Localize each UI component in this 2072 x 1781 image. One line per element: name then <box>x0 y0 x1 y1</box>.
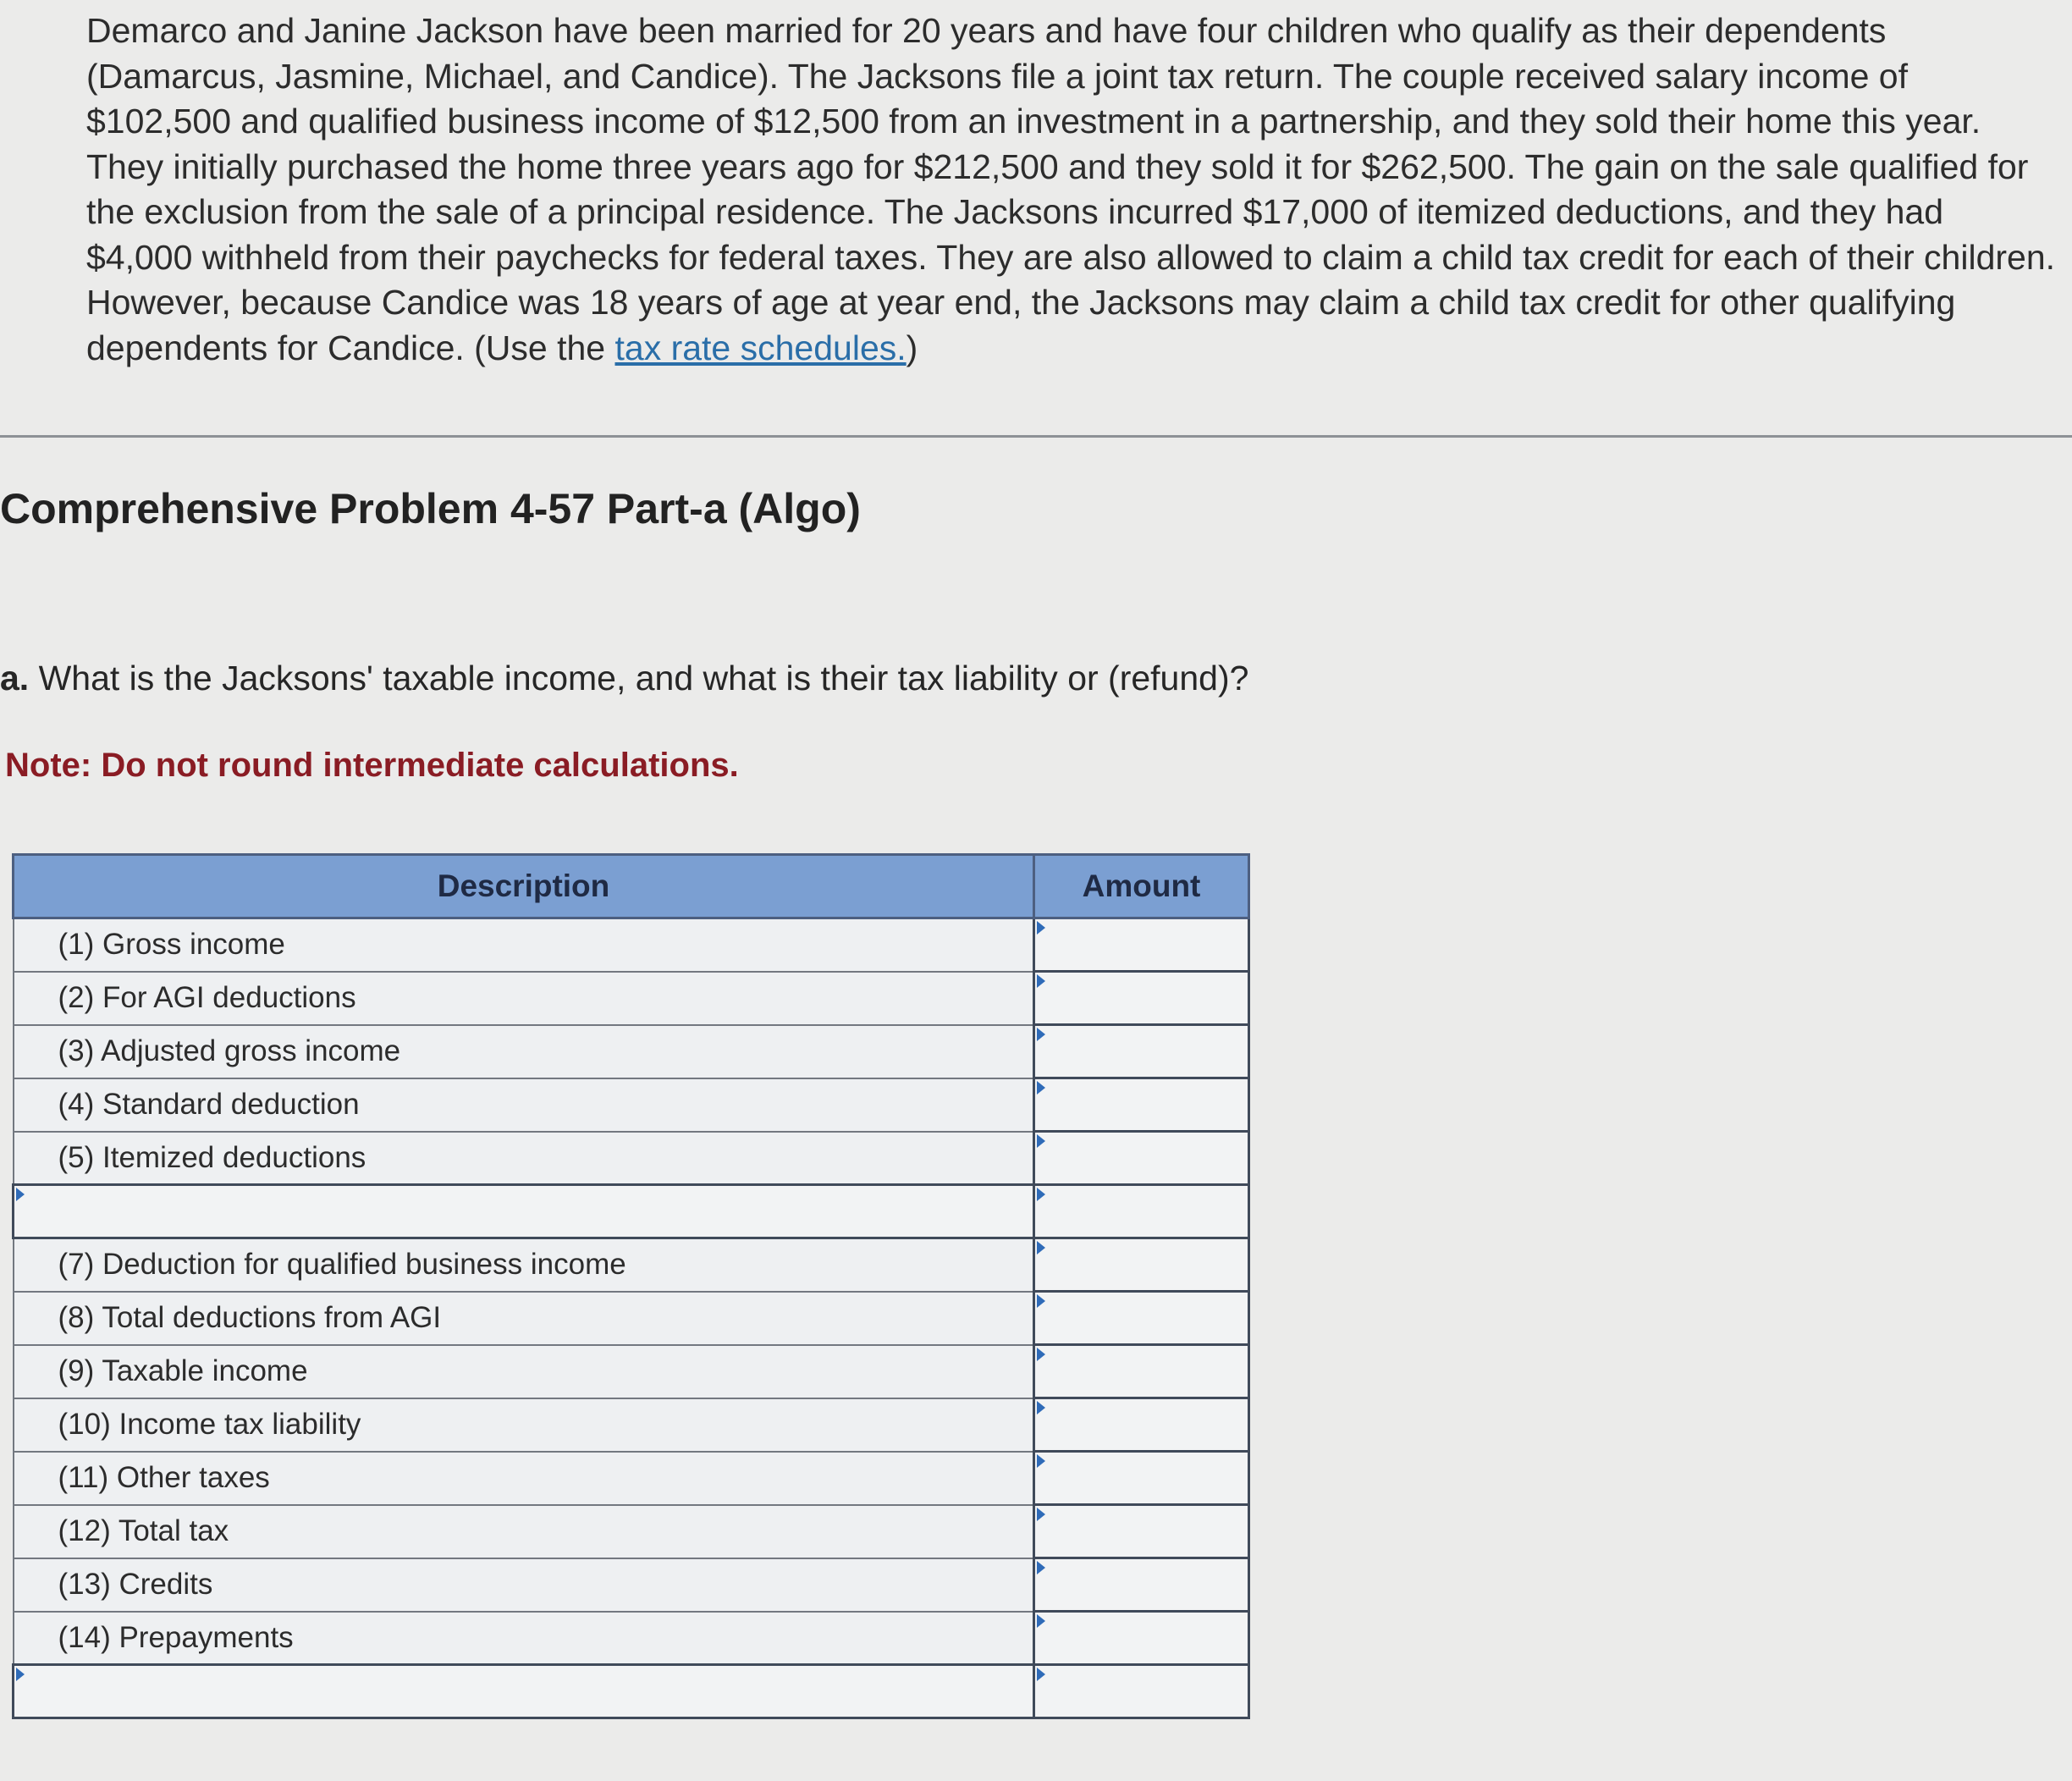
amount-input[interactable] <box>1035 1079 1248 1130</box>
row-label: (7) Deduction for qualified business income <box>14 1238 1034 1292</box>
amount-cell <box>1034 1505 1249 1558</box>
problem-statement-tail: ) <box>906 328 918 367</box>
amount-input[interactable] <box>1035 1293 1248 1343</box>
amount-cell <box>1034 972 1249 1025</box>
input-marker-icon <box>1037 974 1045 988</box>
row-label: (14) Prepayments <box>14 1612 1034 1665</box>
amount-input[interactable] <box>1035 1026 1248 1077</box>
input-marker-icon <box>1037 1081 1045 1095</box>
problem-title: Comprehensive Problem 4-57 Part-a (Algo) <box>0 485 861 532</box>
description-header: Description <box>14 855 1034 918</box>
table-row <box>14 1398 1249 1452</box>
amount-cell <box>1034 1185 1249 1238</box>
table-row <box>14 1078 1249 1132</box>
table-row <box>14 1238 1249 1292</box>
input-marker-icon <box>1037 1348 1045 1361</box>
answer-rows <box>14 918 1249 1718</box>
table-row <box>14 1132 1249 1185</box>
amount-input[interactable] <box>1035 1239 1248 1290</box>
description-input[interactable] <box>14 1186 1033 1237</box>
answer-table <box>12 853 1250 1719</box>
rounding-note: Note: Do not round intermediate calculations. <box>5 747 739 784</box>
amount-cell <box>1034 1558 1249 1612</box>
problem-statement-text <box>86 8 2058 371</box>
row-label: (2) For AGI deductions <box>14 972 1034 1025</box>
amount-cell <box>1034 918 1249 972</box>
table-row <box>14 918 1249 972</box>
amount-cell <box>1034 1345 1249 1398</box>
input-marker-icon <box>16 1668 25 1681</box>
table-row <box>14 1558 1249 1612</box>
description-select-cell <box>14 1665 1034 1718</box>
row-label: (12) Total tax <box>14 1505 1034 1558</box>
input-marker-icon <box>1037 1508 1045 1521</box>
amount-input[interactable] <box>1035 1559 1248 1610</box>
amount-input[interactable] <box>1035 1506 1248 1557</box>
row-label: (1) Gross income <box>14 918 1034 972</box>
table-header-row <box>14 855 1249 918</box>
amount-cell <box>1034 1398 1249 1452</box>
table-row <box>14 1185 1249 1238</box>
table-row <box>14 1345 1249 1398</box>
amount-input[interactable] <box>1035 1133 1248 1183</box>
table-row <box>14 1612 1249 1665</box>
table-row <box>14 1505 1249 1558</box>
table-row <box>14 1025 1249 1078</box>
row-label: (3) Adjusted gross income <box>14 1025 1034 1078</box>
amount-header: Amount <box>1034 855 1249 918</box>
row-label: (4) Standard deduction <box>14 1078 1034 1132</box>
amount-input[interactable] <box>1035 1399 1248 1450</box>
amount-input[interactable] <box>1035 1346 1248 1397</box>
row-label: (13) Credits <box>14 1558 1034 1612</box>
amount-input[interactable] <box>1035 919 1248 970</box>
amount-cell <box>1034 1025 1249 1078</box>
problem-statement <box>86 8 2058 371</box>
input-marker-icon <box>1037 1561 1045 1574</box>
table-row <box>14 1452 1249 1505</box>
input-marker-icon <box>1037 1241 1045 1254</box>
row-label: (10) Income tax liability <box>14 1398 1034 1452</box>
table-row <box>14 972 1249 1025</box>
question-letter: a. <box>0 659 30 698</box>
input-marker-icon <box>1037 1294 1045 1308</box>
input-marker-icon <box>1037 1401 1045 1414</box>
table-row <box>14 1292 1249 1345</box>
amount-cell <box>1034 1078 1249 1132</box>
amount-cell <box>1034 1665 1249 1718</box>
input-marker-icon <box>1037 921 1045 935</box>
input-marker-icon <box>1037 1454 1045 1468</box>
input-marker-icon <box>1037 1668 1045 1681</box>
table-row <box>14 1665 1249 1718</box>
description-select-cell <box>14 1185 1034 1238</box>
row-label: (8) Total deductions from AGI <box>14 1292 1034 1345</box>
input-marker-icon <box>16 1188 25 1201</box>
input-marker-icon <box>1037 1134 1045 1148</box>
amount-cell <box>1034 1132 1249 1185</box>
row-label: (11) Other taxes <box>14 1452 1034 1505</box>
input-marker-icon <box>1037 1028 1045 1041</box>
tax-rate-schedules-link[interactable]: tax rate schedules. <box>614 328 906 367</box>
input-marker-icon <box>1037 1188 1045 1201</box>
amount-input[interactable] <box>1035 1186 1248 1237</box>
amount-cell <box>1034 1292 1249 1345</box>
amount-input[interactable] <box>1035 1613 1248 1663</box>
amount-cell <box>1034 1612 1249 1665</box>
problem-statement-body: Demarco and Janine Jackson have been married for 20 years and have four children who qualify as their dependents (Damarcus, Jasmine, Michael, and Candice). The Jacksons file a joint tax return. The couple received salary income of $102,500 and qualified business income of $12,500 from an investment in a partnership, and they sold their home this year. They initially purchased the home three years ago for $212,500 and they sold it for $262,500. The gain on the sale qualified for the exclusion from the sale of a principal residence. The Jacksons incurred $17,000 of itemized deductions, and they had $4,000 withheld from their paychecks for federal taxes. They are also allowed to claim a child tax credit for each of their children. However, because Candice was 18 years of age at year end, the Jacksons may claim a child tax credit for other qualifying dependents for Candice. (Use the <box>86 11 2056 367</box>
amount-cell <box>1034 1238 1249 1292</box>
question-text: What is the Jacksons' taxable income, and what is their tax liability or (refund)? <box>29 659 1249 698</box>
amount-input[interactable] <box>1035 1666 1248 1717</box>
row-label: (5) Itemized deductions <box>14 1132 1034 1185</box>
description-input[interactable] <box>14 1666 1033 1717</box>
amount-cell <box>1034 1452 1249 1505</box>
section-divider <box>0 435 2072 438</box>
amount-input[interactable] <box>1035 973 1248 1023</box>
amount-input[interactable] <box>1035 1453 1248 1503</box>
row-label: (9) Taxable income <box>14 1345 1034 1398</box>
question-a <box>0 659 1248 698</box>
input-marker-icon <box>1037 1614 1045 1628</box>
